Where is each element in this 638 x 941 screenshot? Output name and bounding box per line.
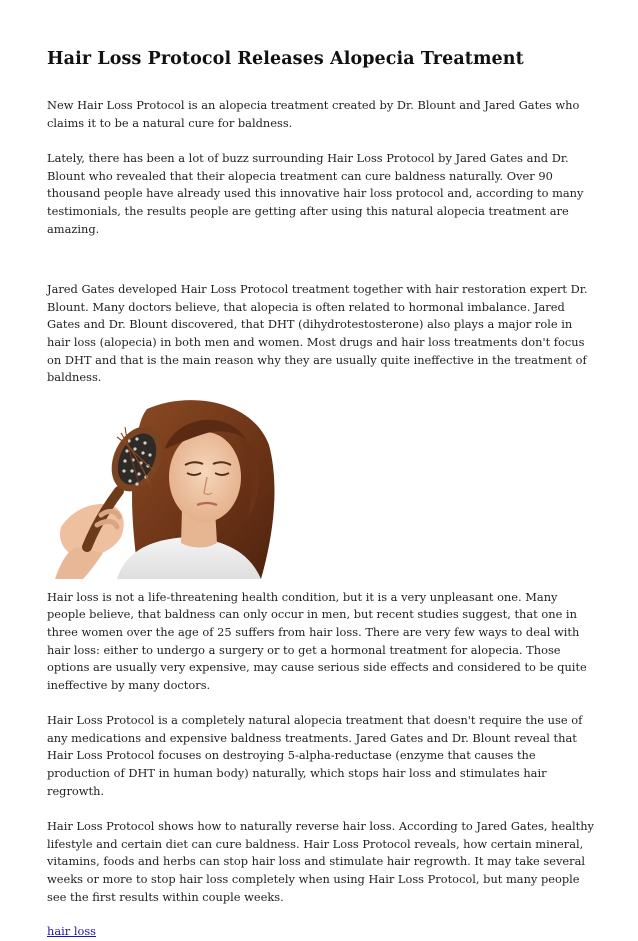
paragraph-intro: New Hair Loss Protocol is an alopecia treatment created by Dr. Blount and Jared Gates who claims it to be a natural cure for baldness. xyxy=(47,98,580,130)
paragraph-reverse-hair-loss: Hair Loss Protocol shows how to naturally reverse hair loss. According to Jared Gates, healthy lifestyle and certain diet can cure baldness. Hair Loss Protocol reveals, how certain mineral, vitamins, foods and herbs can stop hair loss and stimulate hair regrowth. It may take several weeks or more to stop hair loss completely when using Hair Loss Protocol, but many people see the first results within couple weeks. xyxy=(47,819,594,904)
woman-holding-hairbrush-photo xyxy=(47,397,280,579)
document-title: Hair Loss Protocol Releases Alopecia Treatment xyxy=(47,49,524,69)
paragraph-natural-treatment: Hair Loss Protocol is a completely natural alopecia treatment that doesn't require the use of any medications and expensive baldness treatments. Jared Gates and Dr. Blount reveal that Hair Loss Protocol focuses on destroying 5-alpha-reductase (enzyme that causes the production of DHT in human body) naturally, which stops hair loss and stimulates hair regrowth. xyxy=(47,713,583,798)
paragraph-buzz: Lately, there has been a lot of buzz surrounding Hair Loss Protocol by Jared Gates and Dr. Blount who revealed that their alopecia treatment can cure baldness naturally. Over 90 thousand people have already used this innovative hair loss protocol and, according to many testimonials, the results people are getting after using this natural alopecia treatment are amazing. xyxy=(47,151,584,236)
document-page xyxy=(47,46,599,941)
paragraph-hair-loss-condition: Hair loss is not a life-threatening health condition, but it is a very unpleasant one. Many people believe, that baldness can only occur in men, but recent studies suggest, that one in three women over the age of 25 suffers from hair loss. There are very few ways to deal with hair loss: either to undergo a surgery or to get a hormonal treatment for alopecia. Those options are usually very expensive, may cause serious side effects and considered to be quite ineffective by many doctors. xyxy=(47,589,587,692)
paragraph-developer: Jared Gates developed Hair Loss Protocol treatment together with hair restoration expert Dr. Blount. Many doctors believe, that alopecia is often related to hormonal imbalance. Jared Gates and Dr. Blount discovered, that DHT (dihydrotestosterone) also plays a major role in hair loss (alopecia) in both men and women. Most drugs and hair loss treatments don't focus on DHT and that is the main reason why they are usually quite ineffective in the treatment of baldness. xyxy=(47,282,588,385)
hair-loss-link[interactable]: hair loss xyxy=(47,924,97,939)
